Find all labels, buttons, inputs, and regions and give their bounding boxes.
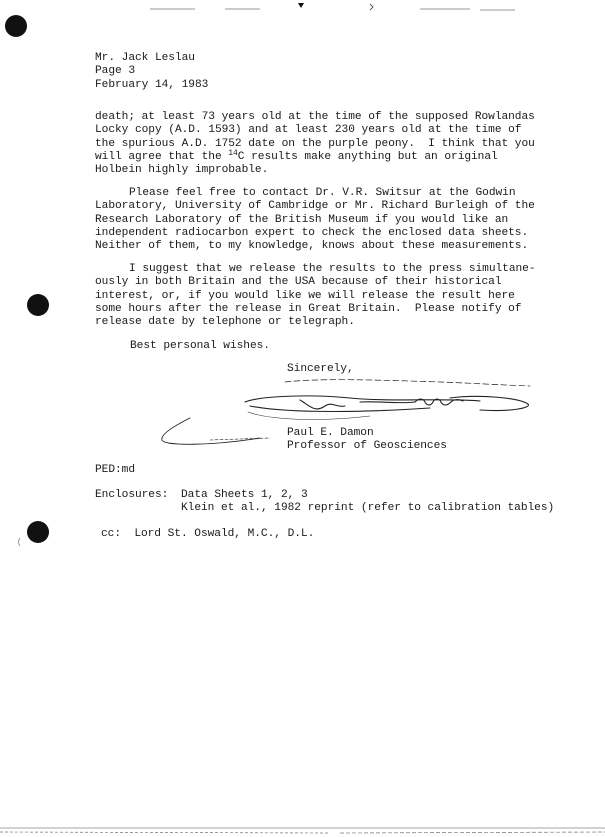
text-line: Holbein highly improbable. [95,164,269,177]
signer-name: Paul E. Damon [287,427,374,439]
text-line: Research Laboratory of the British Museum if you would like an [95,213,509,226]
text-line: will agree that the [95,150,229,163]
signer-block [287,427,447,454]
text-line: I suggest that we release the results to the press simultane- [129,263,536,275]
text-line: independent radiocarbon expert to check the enclosed data sheets. [95,226,529,239]
enclosures-label: Enclosures: [95,489,169,501]
text-line: death; at least 73 years old at the time of the supposed Rowlandas [95,111,535,123]
text-line: release date by telephone or telegraph. [95,316,355,329]
typist-initials: PED:md [95,464,135,476]
enclosure-item: Data Sheets 1, 2, 3 [181,489,308,501]
recipient: Mr. Jack Leslau [95,52,195,64]
text-line: the spurious A.D. 1752 date on the purple peony. I think that you [95,137,535,150]
paragraph [95,187,535,253]
paragraph [95,263,535,329]
text-line: Locky copy (A.D. 1593) and at least 230 years old at the time of [95,124,522,137]
signer-title: Professor of Geosciences [287,440,447,453]
enclosures [95,489,554,516]
page-number: Page 3 [95,65,135,78]
closing-wishes: Best personal wishes. [130,340,270,352]
superscript: 14 [228,148,238,158]
sincerely: Sincerely, [287,363,354,375]
letter-date: February 14, 1983 [95,78,209,91]
text-line: some hours after the release in Great Britain. Please notify of [95,302,522,315]
paragraph [95,111,535,177]
text-line: ously in both Britain and the USA because of their historical [95,276,502,289]
letter-header [95,52,208,92]
text-line: Neither of them, to my knowledge, knows about these measurements. [95,240,529,253]
text-line: interest, or, if you would like we will release the result here [95,289,515,302]
enclosure-item: Klein et al., 1982 reprint (refer to calibration tables) [181,502,555,515]
text-line: C results make anything but an original [237,150,498,163]
cc-line: cc: Lord St. Oswald, M.C., D.L. [101,528,315,540]
text-line: Please feel free to contact Dr. V.R. Switsur at the Godwin [129,187,516,199]
text-line: Laboratory, University of Cambridge or Mr. Richard Burleigh of the [95,200,535,213]
